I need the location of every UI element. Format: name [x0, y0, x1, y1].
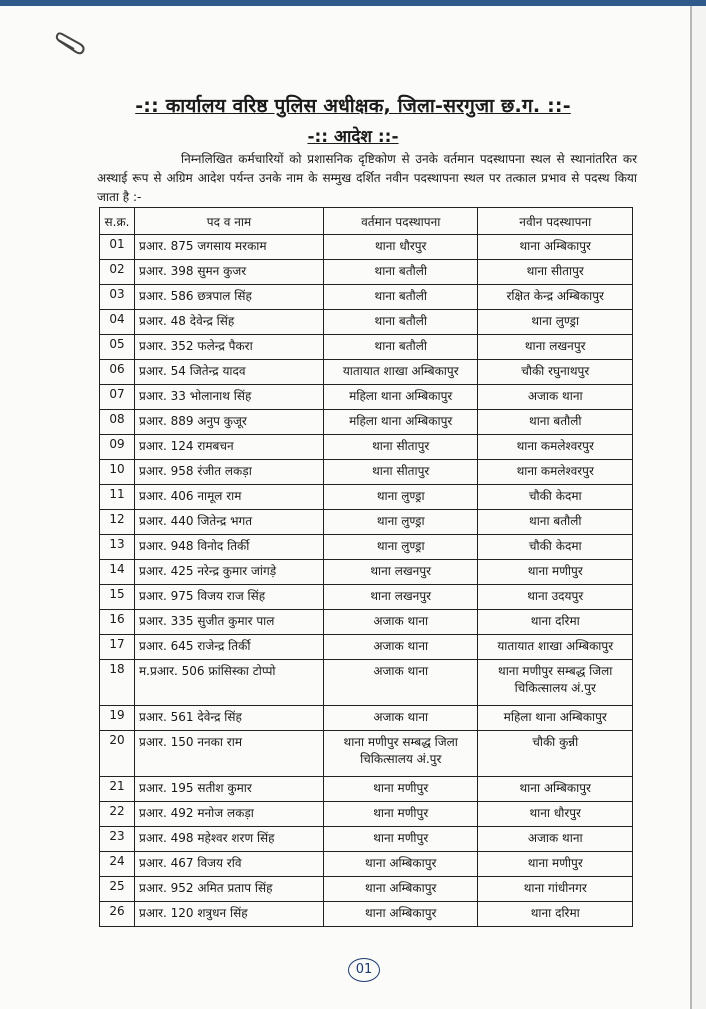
name-cell: प्रआर. 645 राजेन्द्र तिर्की [135, 635, 324, 660]
serial-cell: 24 [100, 852, 135, 877]
table-row [100, 902, 633, 927]
new-posting-cell: थाना दरिमा [478, 902, 633, 927]
table-header-row [100, 208, 633, 235]
serial-cell: 11 [100, 485, 135, 510]
name-cell: म.प्रआर. 506 फ्रांसिस्का टोप्पो [135, 660, 324, 706]
current-posting-cell: थाना सीतापुर [324, 460, 478, 485]
new-posting-cell: चौकी केदमा [478, 485, 633, 510]
page-number: 01 [348, 958, 380, 982]
order-subheading: -:: आदेश ::- [307, 127, 399, 147]
name-cell: प्रआर. 492 मनोज लकड़ा [135, 802, 324, 827]
current-posting-cell: थाना बतौली [324, 310, 478, 335]
current-posting-cell: महिला थाना अम्बिकापुर [324, 385, 478, 410]
serial-cell: 05 [100, 335, 135, 360]
new-posting-cell: थाना बतौली [478, 410, 633, 435]
serial-cell: 18 [100, 660, 135, 706]
current-posting-cell: थाना मणीपुर सम्बद्ध जिला चिकित्सालय अं.पुर [324, 731, 478, 777]
new-posting-cell: चौकी रघुनाथपुर [478, 360, 633, 385]
table-row [100, 385, 633, 410]
name-cell: प्रआर. 975 विजय राज सिंह [135, 585, 324, 610]
table-row [100, 285, 633, 310]
name-cell: प्रआर. 124 रामबचन [135, 435, 324, 460]
current-posting-cell: थाना लुण्ड्रा [324, 510, 478, 535]
new-posting-cell: यातायात शाखा अम्बिकापुर [478, 635, 633, 660]
header-current-posting: वर्तमान पदस्थापना [324, 208, 478, 235]
table-row [100, 535, 633, 560]
table-row [100, 635, 633, 660]
new-posting-cell: थाना सीतापुर [478, 260, 633, 285]
table-row [100, 360, 633, 385]
name-cell: प्रआर. 352 फलेन्द्र पैकरा [135, 335, 324, 360]
current-posting-cell: थाना बतौली [324, 285, 478, 310]
name-cell: प्रआर. 958 रंजीत लकड़ा [135, 460, 324, 485]
new-posting-cell: थाना बतौली [478, 510, 633, 535]
table-row [100, 585, 633, 610]
name-cell: प्रआर. 398 सुमन कुजर [135, 260, 324, 285]
name-cell: प्रआर. 195 सतीश कुमार [135, 777, 324, 802]
new-posting-cell: थाना गांधीनगर [478, 877, 633, 902]
current-posting-cell: थाना मणीपुर [324, 827, 478, 852]
serial-cell: 12 [100, 510, 135, 535]
current-posting-cell: अजाक थाना [324, 706, 478, 731]
name-cell: प्रआर. 498 महेश्वर शरण सिंह [135, 827, 324, 852]
table-row [100, 610, 633, 635]
serial-cell: 02 [100, 260, 135, 285]
name-cell: प्रआर. 33 भोलानाथ सिंह [135, 385, 324, 410]
name-cell: प्रआर. 889 अनुप कुजूर [135, 410, 324, 435]
current-posting-cell: थाना लखनपुर [324, 585, 478, 610]
table-row [100, 435, 633, 460]
new-posting-cell: थाना मणीपुर [478, 560, 633, 585]
current-posting-cell: थाना लुण्ड्रा [324, 485, 478, 510]
name-cell: प्रआर. 425 नरेन्द्र कुमार जांगड़े [135, 560, 324, 585]
serial-cell: 21 [100, 777, 135, 802]
name-cell: प्रआर. 875 जगसाय मरकाम [135, 235, 324, 260]
name-cell: प्रआर. 467 विजय रवि [135, 852, 324, 877]
table-row [100, 802, 633, 827]
paper-clip-icon [54, 30, 88, 60]
table-row [100, 660, 633, 706]
order-intro-text: निम्नलिखित कर्मचारियों को प्रशासनिक दृष्टिकोण से उनके वर्तमान पदस्थापना स्थल से स्थानांतरित कर अस्थाई रूप से अग्रिम आदेश पर्यन्त उनके नाम के सम्मुख दर्शित नवीन पदस्थापना स्थल पर तत्काल प्रभाव से पदस्थ किया जाता है :- [97, 152, 637, 204]
name-cell: प्रआर. 150 ननका राम [135, 731, 324, 777]
name-cell: प्रआर. 586 छत्रपाल सिंह [135, 285, 324, 310]
serial-cell: 08 [100, 410, 135, 435]
table-row [100, 260, 633, 285]
table-row [100, 827, 633, 852]
serial-cell: 15 [100, 585, 135, 610]
current-posting-cell: अजाक थाना [324, 610, 478, 635]
current-posting-cell: थाना लखनपुर [324, 560, 478, 585]
table-row [100, 777, 633, 802]
new-posting-cell: थाना लखनपुर [478, 335, 633, 360]
new-posting-cell: चौकी केदमा [478, 535, 633, 560]
new-posting-cell: अजाक थाना [478, 827, 633, 852]
table-row [100, 731, 633, 777]
name-cell: प्रआर. 561 देवेन्द्र सिंह [135, 706, 324, 731]
serial-cell: 06 [100, 360, 135, 385]
serial-cell: 26 [100, 902, 135, 927]
header-new-posting: नवीन पदस्थापना [478, 208, 633, 235]
serial-cell: 17 [100, 635, 135, 660]
current-posting-cell: थाना धौरपुर [324, 235, 478, 260]
table-row [100, 410, 633, 435]
transfer-table [99, 207, 633, 927]
serial-cell: 07 [100, 385, 135, 410]
serial-cell: 03 [100, 285, 135, 310]
current-posting-cell: अजाक थाना [324, 660, 478, 706]
name-cell: प्रआर. 440 जितेन्द्र भगत [135, 510, 324, 535]
new-posting-cell: थाना कमलेश्वरपुर [478, 460, 633, 485]
new-posting-cell: थाना उदयपुर [478, 585, 633, 610]
new-posting-cell: थाना अम्बिकापुर [478, 235, 633, 260]
serial-cell: 13 [100, 535, 135, 560]
current-posting-cell: अजाक थाना [324, 635, 478, 660]
name-cell: प्रआर. 54 जितेन्द्र यादव [135, 360, 324, 385]
new-posting-cell: थाना दरिमा [478, 610, 633, 635]
table-row [100, 560, 633, 585]
serial-cell: 04 [100, 310, 135, 335]
new-posting-cell: थाना कमलेश्वरपुर [478, 435, 633, 460]
scan-right-edge [690, 6, 692, 1009]
current-posting-cell: थाना बतौली [324, 260, 478, 285]
current-posting-cell: थाना मणीपुर [324, 802, 478, 827]
table-row [100, 235, 633, 260]
current-posting-cell: थाना मणीपुर [324, 777, 478, 802]
table-row [100, 510, 633, 535]
table-row [100, 706, 633, 731]
serial-cell: 14 [100, 560, 135, 585]
header-serial: स.क्र. [100, 208, 135, 235]
new-posting-cell: थाना धौरपुर [478, 802, 633, 827]
current-posting-cell: थाना बतौली [324, 335, 478, 360]
serial-cell: 10 [100, 460, 135, 485]
table-row [100, 852, 633, 877]
table-row [100, 877, 633, 902]
new-posting-cell: थाना लुण्ड्रा [478, 310, 633, 335]
name-cell: प्रआर. 952 अमित प्रताप सिंह [135, 877, 324, 902]
table-row [100, 485, 633, 510]
name-cell: प्रआर. 48 देवेन्द्र सिंह [135, 310, 324, 335]
table-row [100, 335, 633, 360]
current-posting-cell: थाना लुण्ड्रा [324, 535, 478, 560]
current-posting-cell: थाना अम्बिकापुर [324, 877, 478, 902]
current-posting-cell: थाना अम्बिकापुर [324, 902, 478, 927]
new-posting-cell: चौकी कुन्नी [478, 731, 633, 777]
serial-cell: 23 [100, 827, 135, 852]
table-body [100, 235, 633, 927]
new-posting-cell: थाना मणीपुर सम्बद्ध जिला चिकित्सालय अं.पुर [478, 660, 633, 706]
serial-cell: 01 [100, 235, 135, 260]
name-cell: प्रआर. 406 नामूल राम [135, 485, 324, 510]
new-posting-cell: थाना अम्बिकापुर [478, 777, 633, 802]
new-posting-cell: रक्षित केन्द्र अम्बिकापुर [478, 285, 633, 310]
header-name: पद व नाम [135, 208, 324, 235]
serial-cell: 20 [100, 731, 135, 777]
current-posting-cell: यातायात शाखा अम्बिकापुर [324, 360, 478, 385]
serial-cell: 16 [100, 610, 135, 635]
name-cell: प्रआर. 948 विनोद तिर्की [135, 535, 324, 560]
serial-cell: 09 [100, 435, 135, 460]
office-heading: -:: कार्यालय वरिष्ठ पुलिस अधीक्षक, जिला-सरगुजा छ.ग. ::- [135, 95, 571, 117]
current-posting-cell: थाना अम्बिकापुर [324, 852, 478, 877]
current-posting-cell: महिला थाना अम्बिकापुर [324, 410, 478, 435]
table-row [100, 460, 633, 485]
current-posting-cell: थाना सीतापुर [324, 435, 478, 460]
serial-cell: 19 [100, 706, 135, 731]
name-cell: प्रआर. 335 सुजीत कुमार पाल [135, 610, 324, 635]
table-row [100, 310, 633, 335]
new-posting-cell: थाना मणीपुर [478, 852, 633, 877]
serial-cell: 22 [100, 802, 135, 827]
new-posting-cell: महिला थाना अम्बिकापुर [478, 706, 633, 731]
new-posting-cell: अजाक थाना [478, 385, 633, 410]
serial-cell: 25 [100, 877, 135, 902]
name-cell: प्रआर. 120 शत्रुधन सिंह [135, 902, 324, 927]
